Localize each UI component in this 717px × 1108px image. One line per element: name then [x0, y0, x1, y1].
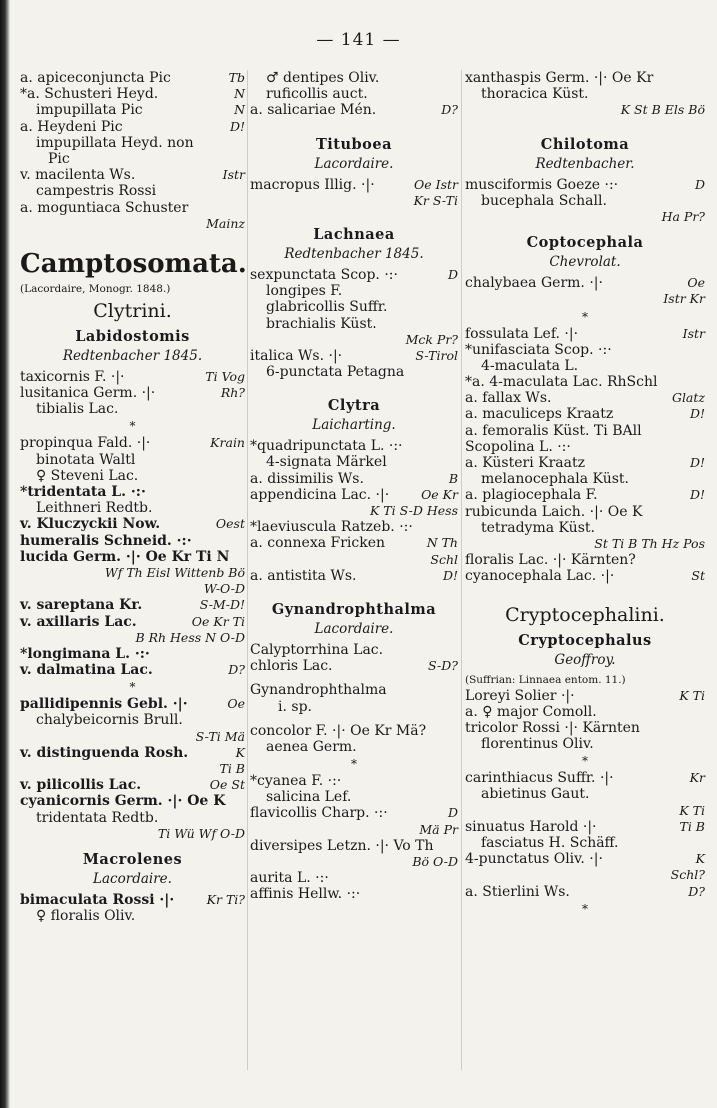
spacer [250, 715, 458, 723]
genus-author: Chevrolat. [549, 254, 621, 271]
entry-row [20, 810, 245, 826]
distribution: S-M-D! [199, 597, 245, 613]
species-name: ruficollis auct. [266, 86, 368, 103]
entry-row [250, 316, 458, 332]
entry-row [20, 385, 245, 401]
entry-row [250, 70, 458, 86]
genus-author: Redtenbacher 1845. [284, 245, 424, 262]
distribution: N [234, 86, 245, 102]
entry-row [465, 390, 705, 406]
species-name: chloris Lac. [250, 658, 333, 675]
species-name: binotata Waltl [36, 451, 136, 468]
entry-row [465, 193, 705, 209]
distribution-line: B Rh Hess N O-D [135, 629, 245, 645]
column-3 [465, 70, 705, 918]
entry-row [250, 642, 458, 658]
entry-row [250, 471, 458, 487]
entry-row [465, 487, 705, 503]
section-heading: Camptosomata. [20, 248, 247, 279]
species-name: tetradyma Küst. [481, 519, 595, 536]
species-name: musciformis Goeze ·:· [465, 176, 619, 193]
species-name: diversipes Letzn. ·|· Vo Th [250, 837, 434, 854]
spacer [250, 119, 458, 135]
species-name: italica Ws. ·|· [250, 347, 343, 364]
distribution: K [695, 851, 705, 867]
distribution-line: K St B Els Bö [620, 102, 705, 118]
entry-row [20, 102, 245, 118]
distribution: Oe [687, 275, 705, 291]
entry-row [465, 688, 705, 704]
entry-row [250, 682, 458, 698]
entry-row [465, 471, 705, 487]
species-name: tricolor Rossi ·|· Kärnten [465, 719, 640, 736]
tribe-heading: Clytrini. [93, 299, 172, 322]
distribution: D [694, 176, 705, 192]
species-name: xanthaspis Germ. ·|· Oe Kr [465, 70, 654, 86]
species-name: Loreyi Solier ·|· [465, 687, 575, 704]
species-name: floralis Lac. ·|· Kärnten? [465, 552, 636, 569]
species-name: a. antistita Ws. [250, 567, 357, 584]
entry-row [20, 646, 245, 662]
entry-row [250, 699, 458, 715]
species-name: Pic [48, 150, 70, 167]
distribution: Oe St [209, 777, 245, 793]
distribution: D! [689, 487, 705, 503]
species-name: humeralis Schneid. ·:· [20, 532, 192, 549]
spacer [465, 225, 705, 233]
distribution: D! [689, 455, 705, 470]
entry-row [465, 406, 705, 422]
entry-row [465, 720, 705, 736]
species-name: lusitanica Germ. ·|· [20, 385, 156, 402]
entry-row [250, 364, 458, 380]
entry-row [250, 886, 458, 902]
separator-asterisk: * [351, 757, 357, 772]
entry-row [465, 770, 705, 786]
species-name: brachialis Küst. [266, 315, 377, 332]
distribution-line: W-O-D [203, 581, 245, 597]
reference-note: (Suffrian: Linnaea entom. 11.) [465, 673, 626, 686]
species-name: bimaculata Rossi ·|· [20, 891, 175, 908]
entry-row [20, 793, 245, 809]
entry-row [465, 704, 705, 720]
entry-row [20, 662, 245, 678]
distribution: Krain [210, 435, 245, 451]
species-name: v. dalmatina Lac. [20, 662, 153, 679]
distribution: Istr [222, 167, 245, 183]
species-name: longipes F. [266, 283, 343, 300]
spacer [250, 209, 458, 225]
species-name: a. dissimilis Ws. [250, 470, 364, 487]
species-name: chalybeicornis Brull. [36, 712, 183, 729]
species-name: 4-signata Märkel [266, 454, 387, 471]
distribution: D [447, 266, 458, 282]
entry-row [250, 805, 458, 821]
distribution-line: K Ti S-D Hess [370, 503, 458, 518]
entry-row [250, 723, 458, 739]
spacer [250, 584, 458, 600]
species-name: affinis Hellw. ·:· [250, 886, 361, 903]
genus-heading: Cryptocephalus [518, 631, 652, 649]
genus-heading: Coptocephala [526, 234, 644, 252]
separator-asterisk: * [129, 680, 136, 695]
species-name: melanocephala Küst. [481, 471, 629, 488]
species-name: chalybaea Germ. ·|· [465, 275, 603, 292]
species-name: a. Küsteri Kraatz [465, 455, 585, 471]
species-name: a. salicariae Mén. [250, 102, 377, 119]
entry-row [20, 516, 245, 532]
spacer [250, 380, 458, 396]
species-name: sinuatus Harold ·|· [465, 818, 597, 835]
distribution: N Th [426, 535, 458, 551]
distribution-line: Mä Pr [419, 821, 458, 837]
species-name: appendicina Lac. ·|· [250, 486, 390, 503]
entry-row [250, 267, 458, 283]
entry-row [20, 452, 245, 468]
distribution: B [448, 470, 458, 486]
entry-row [20, 183, 245, 199]
entry-row [250, 838, 458, 854]
distribution: S-Tirol [415, 347, 458, 363]
distribution: Oe Kr Ti [191, 613, 245, 629]
species-name: macropus Illig. ·|· [250, 176, 375, 193]
genus-author: Redtenbacher 1845. [62, 347, 203, 364]
entry-row [250, 177, 458, 193]
distribution: Glatz [671, 390, 705, 406]
distribution-line: Bö O-D [412, 854, 458, 869]
species-name: impupillata Pic [36, 102, 143, 119]
distribution: D [447, 805, 458, 821]
entry-row [250, 739, 458, 755]
entry-row [465, 275, 705, 291]
entry-row [465, 374, 705, 390]
column-1 [20, 70, 245, 924]
genus-heading: Tituboea [316, 135, 392, 153]
page-number: — 141 — [316, 30, 401, 50]
distribution: St [691, 568, 705, 584]
entry-row [20, 484, 245, 500]
species-name: a. femoralis Küst. Ti BAll [465, 422, 642, 439]
entry-row [465, 786, 705, 802]
entry-row [20, 135, 245, 151]
species-name: abietinus Gaut. [481, 786, 590, 803]
distribution-line: Mck Pr? [405, 331, 458, 347]
distribution-line: Schl? [670, 867, 705, 883]
distribution-line: Istr Kr [663, 291, 705, 307]
entry-row [20, 777, 245, 793]
genus-author: Lacordaire. [93, 870, 172, 887]
species-name: ♀ floralis Oliv. [36, 908, 136, 925]
species-name: propinqua Fald. ·|· [20, 435, 151, 452]
separator-asterisk: * [582, 754, 588, 769]
tribe-heading: Cryptocephalini. [505, 603, 665, 626]
separator-asterisk: * [582, 901, 588, 916]
entry-row [20, 549, 245, 565]
entry-row [250, 438, 458, 454]
species-name: v. Kluczyckii Now. [20, 516, 161, 533]
entry-row [20, 908, 245, 924]
distribution: Ti B [679, 818, 705, 834]
species-name: glabricollis Suffr. [266, 299, 388, 316]
species-name: a. moguntiaca Schuster [20, 199, 189, 216]
entry-row [250, 535, 458, 551]
species-name: *quadripunctata L. ·:· [250, 438, 403, 455]
entry-row [20, 401, 245, 417]
species-name: cyanocephala Lac. ·|· [465, 568, 615, 585]
distribution: Oe [227, 696, 245, 712]
entry-row [465, 851, 705, 867]
spacer [465, 119, 705, 135]
column-2 [250, 70, 458, 903]
distribution-line: K Ti [679, 802, 705, 818]
species-name: fasciatus H. Schäff. [481, 835, 619, 851]
entry-row [20, 167, 245, 183]
entry-row [20, 500, 245, 516]
species-name: salicina Lef. [266, 789, 352, 806]
species-name: lucida Germ. ·|· Oe Kr Ti N [20, 548, 230, 565]
spacer [20, 232, 245, 248]
entry-row [250, 86, 458, 102]
species-name: fossulata Lef. ·|· [465, 325, 579, 342]
entry-row [465, 568, 705, 584]
separator-asterisk: * [129, 419, 136, 434]
species-name: 4-punctatus Oliv. ·|· [465, 851, 603, 868]
column-divider [461, 70, 462, 1070]
species-name: a. Heydeni Pic [20, 118, 123, 135]
distribution: Kr [689, 770, 705, 786]
distribution-line: St Ti B Th Hz Pos [594, 535, 705, 551]
species-name: 4-maculata L. [481, 357, 579, 374]
entry-row [20, 597, 245, 613]
distribution-line: Ha Pr? [661, 208, 705, 224]
distribution: K Ti [679, 687, 705, 703]
species-name: florentinus Oliv. [481, 736, 594, 753]
distribution: Tb [228, 70, 245, 85]
species-name: *a. Schusteri Heyd. [20, 86, 159, 103]
entry-row [465, 423, 705, 439]
genus-author: Redtenbacher. [535, 155, 635, 172]
species-name: *a. 4-maculata Lac. RhSchl [465, 374, 658, 391]
entry-row [250, 348, 458, 364]
distribution: D? [441, 102, 458, 118]
species-name: a. ♀ major Comoll. [465, 703, 597, 720]
entry-row [20, 745, 245, 761]
distribution: Rh? [220, 385, 245, 401]
distribution: Ti Vog [205, 368, 245, 384]
species-name: aenea Germ. [266, 738, 357, 755]
entry-row [20, 119, 245, 135]
distribution: Oe Kr [421, 486, 458, 502]
genus-author: Lacordaire. [314, 155, 394, 172]
species-name: *tridentata L. ·:· [20, 484, 146, 500]
entry-row [20, 712, 245, 728]
species-name: pallidipennis Gebl. ·|· [20, 696, 188, 713]
entry-row [465, 177, 705, 193]
entry-row [20, 70, 245, 86]
entry-row [20, 696, 245, 712]
entry-row [465, 884, 705, 900]
species-name: Calyptorrhina Lac. [250, 641, 384, 658]
species-name: a. apiceconjuncta Pic [20, 70, 171, 86]
species-name: thoracica Küst. [481, 86, 589, 103]
species-name: Gynandrophthalma [250, 682, 387, 699]
entry-row [20, 86, 245, 102]
entry-row [20, 435, 245, 451]
species-name: taxicornis F. ·|· [20, 368, 125, 385]
entry-row [465, 86, 705, 102]
species-name: a. connexa Fricken [250, 535, 386, 552]
species-name: concolor F. ·|· Oe Kr Mä? [250, 722, 427, 739]
species-name: impupillata Heyd. non [36, 134, 194, 151]
column-divider [247, 70, 248, 1070]
entry-row [465, 358, 705, 374]
entry-row [20, 533, 245, 549]
species-name: v. axillaris Lac. [20, 613, 137, 630]
entry-row [465, 326, 705, 342]
entry-row [250, 102, 458, 118]
distribution: S-D? [428, 658, 458, 674]
distribution: Oest [215, 516, 245, 532]
species-name: v. macilenta Ws. [20, 167, 136, 184]
entry-row [20, 614, 245, 630]
distribution: N [234, 102, 245, 118]
species-name: v. pilicollis Lac. [20, 777, 142, 794]
species-name: *cyanea F. ·:· [250, 773, 342, 790]
entry-row [20, 892, 245, 908]
distribution: Kr Ti? [206, 891, 245, 907]
species-name: v. sareptana Kr. [20, 597, 143, 614]
distribution-line: S-Ti Mä [195, 728, 245, 744]
species-name: tridentata Redtb. [36, 809, 159, 826]
entry-row [250, 299, 458, 315]
distribution: Istr [682, 325, 705, 341]
species-name: tibialis Lac. [36, 401, 119, 418]
genus-author: Laicharting. [312, 417, 396, 434]
distribution: K [235, 744, 245, 760]
species-name: flavicollis Charp. ·:· [250, 805, 388, 822]
genus-heading: Labidostomis [75, 327, 190, 345]
genus-heading: Gynandrophthalma [271, 600, 437, 618]
entry-row [250, 773, 458, 789]
species-name: 6-punctata Petagna [266, 364, 405, 381]
species-name: i. sp. [278, 698, 312, 715]
distribution: D? [688, 883, 705, 899]
species-name: cyanicornis Germ. ·|· Oe K [20, 793, 226, 810]
species-name: *unifasciata Scop. ·:· [465, 341, 612, 358]
species-name: campestris Rossi [36, 183, 157, 200]
species-name: a. Stierlini Ws. [465, 883, 570, 900]
species-name: *longimana L. ·:· [20, 645, 150, 662]
entry-row [250, 454, 458, 470]
entry-row [20, 369, 245, 385]
entry-row [250, 789, 458, 805]
page-binding-edge [0, 0, 10, 1108]
entry-row [250, 519, 458, 535]
species-name: bucephala Schall. [481, 192, 607, 209]
species-name: carinthiacus Suffr. ·|· [465, 770, 614, 787]
genus-heading: Clytra [327, 397, 381, 415]
entry-row [250, 870, 458, 886]
species-name: Scopolina L. ·:· [465, 438, 571, 455]
species-name: sexpunctata Scop. ·:· [250, 266, 398, 283]
entry-row [465, 504, 705, 520]
distribution: Oe Istr [414, 176, 458, 192]
species-name: *laeviuscula Ratzeb. ·:· [250, 519, 413, 536]
genus-heading: Macrolenes [82, 850, 183, 868]
distribution: D! [229, 118, 245, 134]
spacer [465, 585, 705, 601]
entry-row [465, 520, 705, 536]
species-name: a. fallax Ws. [465, 390, 552, 407]
genus-author: Lacordaire. [314, 620, 394, 637]
entry-row [465, 455, 705, 471]
entry-row [465, 736, 705, 752]
separator-asterisk: * [582, 309, 588, 324]
species-name: a. plagiocephala F. [465, 487, 598, 504]
distribution-line: Ti B [219, 761, 245, 776]
entry-row [20, 468, 245, 484]
entry-row [465, 835, 705, 851]
distribution: D? [228, 662, 245, 678]
distribution-line: Ti Wü Wf O-D [157, 825, 245, 841]
distribution-line: Schl [430, 551, 458, 567]
species-name: v. distinguenda Rosh. [20, 744, 189, 761]
reference-note: (Lacordaire, Monogr. 1848.) [20, 282, 171, 295]
entry-row [250, 283, 458, 299]
species-name: rubicunda Laich. ·|· Oe K [465, 503, 643, 520]
entry-row [20, 151, 245, 167]
distribution: D! [442, 567, 458, 583]
entry-row [465, 819, 705, 835]
species-name: ♂ dentipes Oliv. [266, 70, 380, 86]
entry-row [250, 658, 458, 674]
entry-row [465, 70, 705, 86]
genus-heading: Chilotoma [540, 135, 630, 153]
entry-row [465, 439, 705, 455]
species-name: a. maculiceps Kraatz [465, 406, 614, 423]
distribution-line: Wf Th Eisl Wittenb Bö [104, 564, 245, 580]
entry-row [250, 487, 458, 503]
entry-row [20, 200, 245, 216]
distribution-line: Kr S-Ti [413, 192, 458, 208]
entry-row [250, 568, 458, 584]
species-name: Leithneri Redtb. [36, 500, 153, 517]
spacer [20, 842, 245, 850]
entry-row [465, 552, 705, 568]
distribution: D! [689, 406, 705, 422]
species-name: ♀ Steveni Lac. [36, 467, 139, 484]
distribution-line: Mainz [206, 215, 245, 231]
entry-row [465, 342, 705, 358]
genus-author: Geoffroy. [554, 651, 616, 668]
genus-heading: Lachnaea [313, 225, 395, 243]
species-name: aurita L. ·:· [250, 870, 329, 887]
